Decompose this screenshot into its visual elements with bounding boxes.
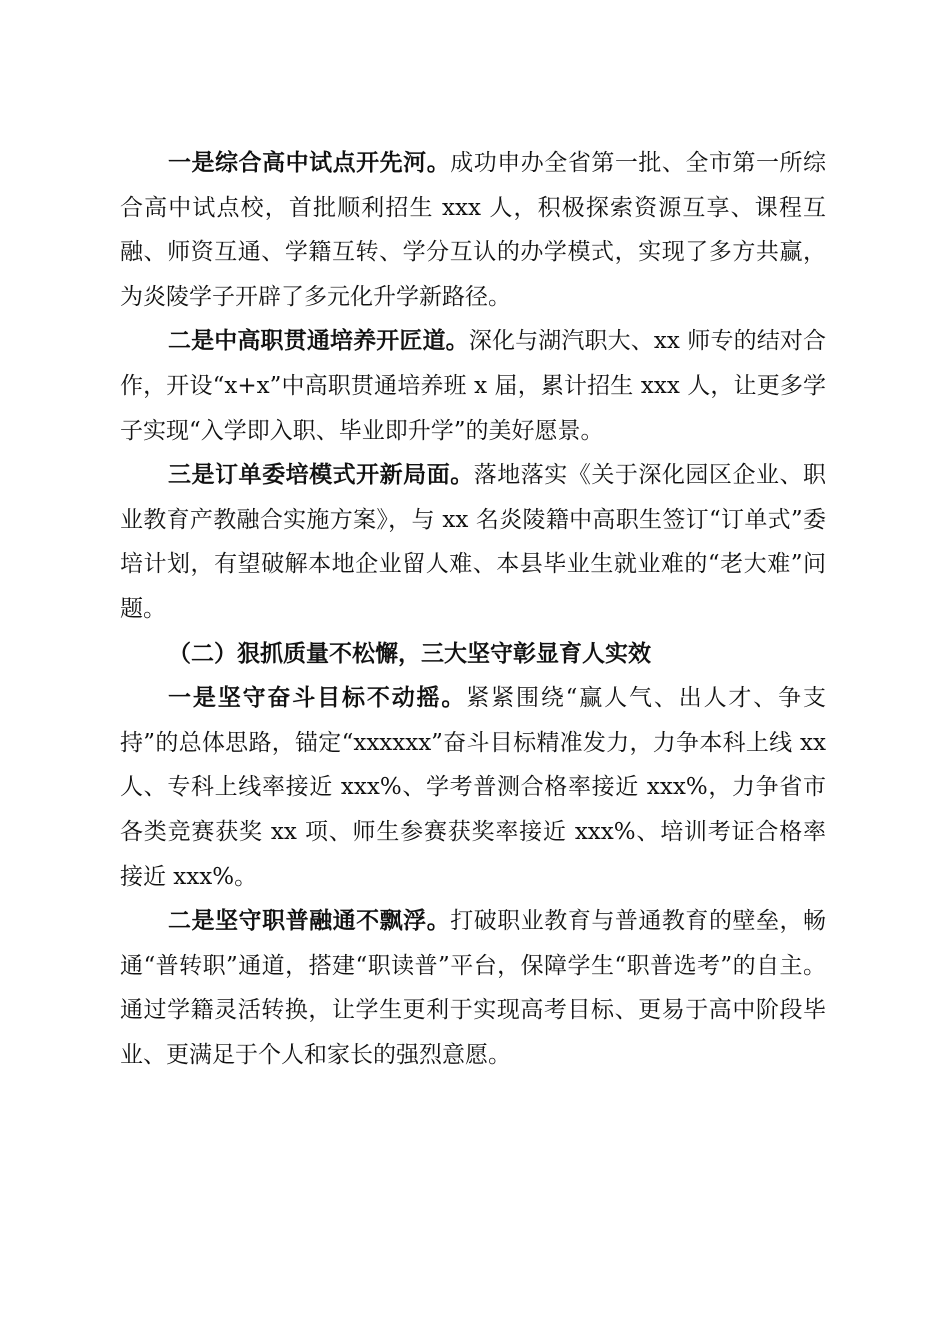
- paragraph-order-training: [120, 453, 826, 631]
- paragraph-vocational-pathway: [120, 319, 826, 453]
- paragraph-lead: 一是综合高中试点开先河。: [168, 149, 451, 176]
- section-heading: （二）狠抓质量不松懈，三大坚守彰显育人实效: [168, 639, 651, 667]
- paragraph-body: 紧紧围绕“赢人气、出人才、争支持”的总体思路，锚定“xxxxxx”奋斗目标精准发力，力争本科上线 xx 人、专科上线率接近 xxx%、学考普测合格率接近 xxx%，力争省市各类竞赛获奖 xx 项、师生参赛获奖率接近 xxx%、培训考证合格率接近 xxx%。: [120, 685, 826, 890]
- paragraph-comprehensive-high-school: [120, 141, 826, 319]
- paragraph-goal-commitment: [120, 676, 826, 899]
- paragraph-integration-commitment: [120, 899, 826, 1077]
- paragraph-lead: 二是坚守职普融通不飘浮。: [168, 907, 451, 935]
- paragraph-lead: 一是坚守奋斗目标不动摇。: [168, 684, 467, 712]
- paragraph-body: 打破职业教育与普通教育的壁垒，畅通“普转职”通道，搭建“职读普”平台，保障学生“职普选考”的自主。通过学籍灵活转换，让学生更利于实现高考目标、更易于高中阶段毕业、更满足于个人和家长的强烈意愿。: [120, 908, 827, 1068]
- document-page: [120, 141, 826, 1077]
- paragraph-lead: 三是订单委培模式开新局面。: [168, 461, 474, 489]
- paragraph-body: 落地落实《关于深化园区企业、职业教育产教融合实施方案》，与 xx 名炎陵籍中高职生签订“订单式”委培计划，有望破解本地企业留人难、本县毕业生就业难的“老大难”问题。: [120, 462, 827, 622]
- paragraph-body: 成功申办全省第一批、全市第一所综合高中试点校，首批顺利招生 xxx 人，积极探索资源互享、课程互融、师资互通、学籍互转、学分互认的办学模式，实现了多方共赢，为炎陵学子开辟了多元化升学新路径。: [120, 150, 827, 310]
- paragraph-body: 深化与湖汽职大、xx 师专的结对合作，开设“x+x”中高职贯通培养班 x 届，累计招生 xxx 人，让更多学子实现“入学即入职、毕业即升学”的美好愿景。: [120, 328, 827, 444]
- paragraph-lead: 二是中高职贯通培养开匠道。: [168, 327, 469, 355]
